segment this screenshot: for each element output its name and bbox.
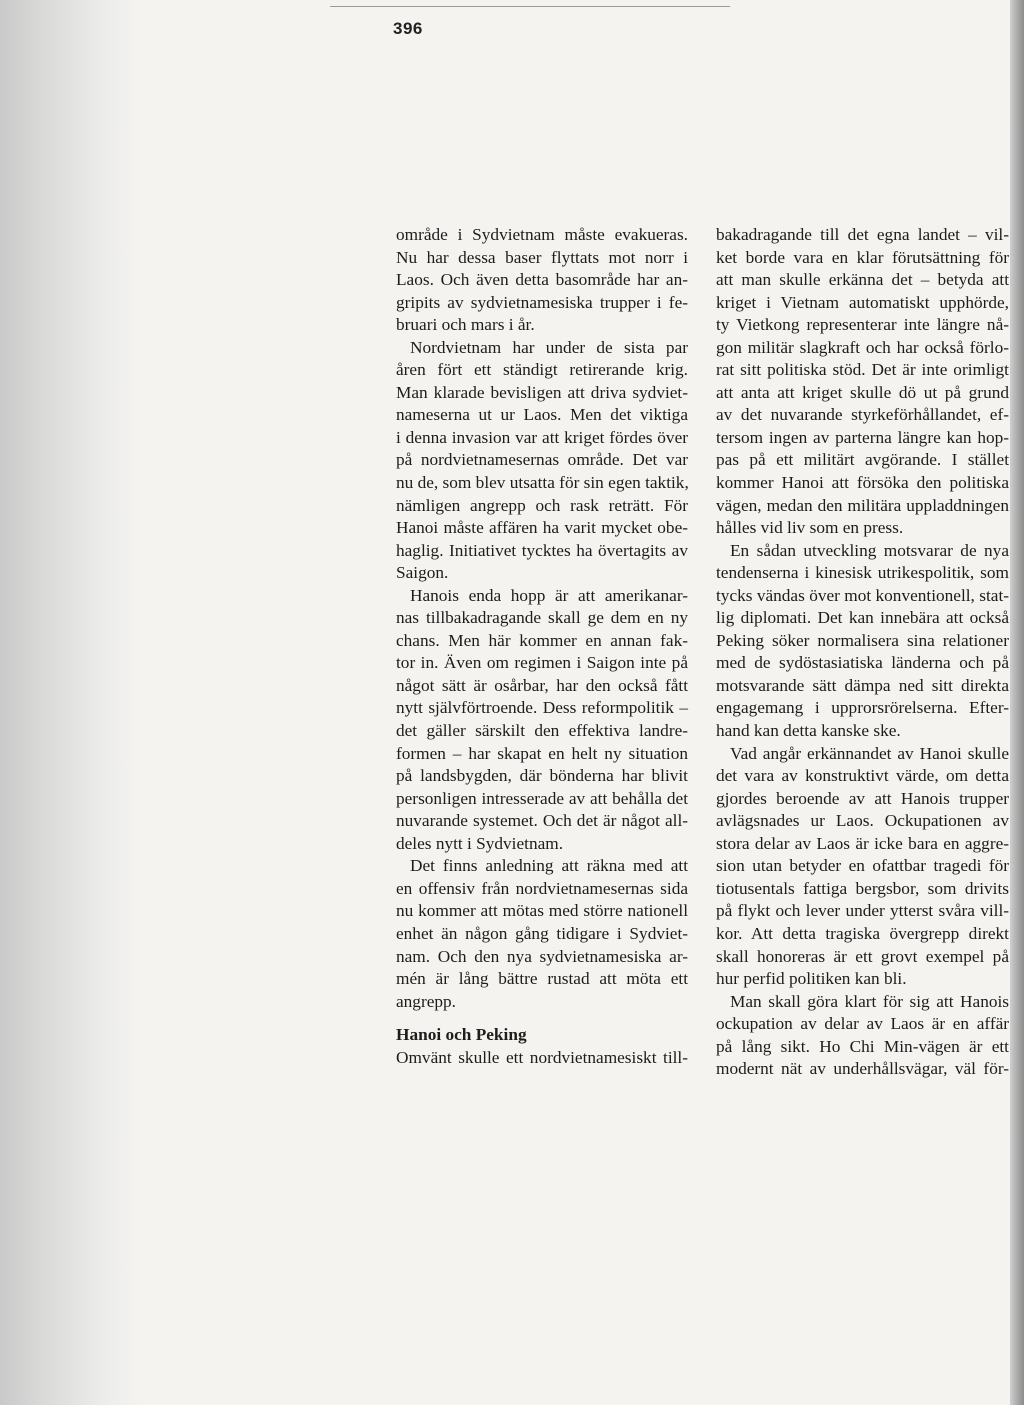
text-line: hur perfid politiken kan bli.	[716, 969, 907, 989]
text-line: stora delar av Laos är icke bara en aggre-	[716, 833, 1009, 853]
text-line: Nu har dessa baser flyttats mot norr i	[396, 247, 688, 267]
text-line: hålles vid liv som en press.	[716, 518, 904, 538]
text-line: enhet än någon gång tidigare i Sydviet-	[396, 923, 688, 943]
text-line: nas tillbakadragande skall ge dem en ny	[396, 608, 688, 628]
text-line: Omvänt skulle ett nordvietnamesiskt till-	[396, 1047, 688, 1067]
text-line: Man skall göra klart för sig att Hanois	[730, 991, 1009, 1011]
text-line: tendenserna i kinesisk utrikespolitik, som	[716, 563, 1009, 583]
text-line: kor. Att detta tragiska övergrepp direkt	[716, 923, 1009, 943]
text-line: det gäller särskilt den effektiva landre-	[396, 721, 688, 741]
text-line: bakadragande till det egna landet – vil-	[716, 225, 1009, 244]
text-line: hand kan detta kanske ske.	[716, 721, 901, 741]
text-line: formen – har skapat en helt ny situation	[396, 743, 688, 763]
text-line: med de sydöstasiatiska länderna och på	[716, 653, 1009, 673]
scan-top-rule	[330, 6, 730, 7]
text-line: att man skulle erkänna det – betyda att	[716, 270, 1009, 290]
text-line: vägen, medan den militära uppladdningen	[716, 495, 1009, 515]
text-line: något sätt är osårbar, har den också fått	[396, 675, 688, 695]
text-line: pas på ett militärt avgörande. I stället	[716, 450, 1009, 470]
text-line: av det nuvarande styrkeförhållandet, ef-	[716, 405, 1009, 425]
text-line: lig diplomati. Det kan innebära att också	[716, 608, 1009, 628]
paragraph-gap	[396, 1013, 688, 1024]
text-line: tersom ingen av parterna längre kan hop-	[716, 427, 1009, 447]
page-number: 396	[393, 19, 423, 38]
text-line: chans. Men här kommer en annan fak-	[396, 630, 688, 650]
text-line: nu kommer att mötas med större nationell	[396, 901, 688, 921]
text-line: gon militär slagkraft och har också förlo-	[716, 337, 1009, 357]
text-line: motsvarande sätt dämpa ned sitt direkta	[716, 675, 1009, 695]
text-line: gjordes beroende av att Hanois trupper	[716, 788, 1009, 808]
text-line: nytt självförtroende. Dess reformpolitik –	[396, 698, 688, 718]
text-line: kommer Hanoi att försöka den politiska	[716, 473, 1009, 493]
text-line: rat sitt politiska stöd. Det är inte orimligt	[716, 360, 1009, 380]
text-line: Nordvietnam har under de sista par	[410, 337, 688, 357]
text-line: nämligen angrepp och rask reträtt. För	[396, 495, 688, 515]
text-line: En sådan utveckling motsvarar de nya	[730, 540, 1009, 560]
text-line: ty Vietkong representerar inte längre nå-	[716, 315, 1009, 335]
text-line: Peking söker normalisera sina relationer	[716, 630, 1009, 650]
text-line: bruari och mars i år.	[396, 315, 535, 335]
text-line: nu de, som blev utsatta för sin egen taktik,	[396, 473, 689, 493]
text-line: Man klarade bevisligen att driva sydviet-	[396, 382, 688, 402]
text-line: en offensiv från nordvietnamesernas sida	[396, 878, 688, 898]
text-line: på landsbygden, där bönderna har blivit	[396, 766, 688, 786]
text-line: Hanois enda hopp är att amerikanar-	[410, 585, 688, 605]
text-line: på flykt och lever under ytterst svåra vill-	[716, 901, 1009, 921]
text-line: angrepp.	[396, 991, 456, 1011]
text-line: engagemang i upprorsrörelserna. Efter-	[716, 698, 1009, 718]
text-column-left	[396, 224, 688, 1069]
text-line: Det finns anledning att räkna med att	[410, 856, 688, 876]
text-line: tor in. Även om regimen i Saigon inte på	[396, 653, 688, 673]
text-line: kriget i Vietnam automatiskt upphörde,	[716, 292, 1009, 312]
text-line: åren fört ett ständigt retirerande krig.	[396, 360, 688, 380]
text-line: att anta att kriget skulle dö ut på grund	[716, 382, 1009, 402]
text-line: tiotusentals fattiga bergsbor, som drivits	[716, 878, 1009, 898]
text-line: på nordvietnamesernas område. Det var	[396, 450, 688, 470]
text-line: Laos. Och även detta basområde har an-	[396, 270, 688, 290]
text-line: avlägsnades ur Laos. Ockupationen av	[716, 811, 1009, 831]
text-line: personligen intresserade av att behålla det	[396, 788, 688, 808]
text-line: i denna invasion var att kriget fördes över	[396, 427, 688, 447]
text-line: tycks vändas över mot konventionell, stat-	[716, 585, 1009, 605]
text-line: Hanoi måste affären ha varit mycket obe-	[396, 518, 688, 538]
text-line: ket borde vara en klar förutsättning för	[716, 247, 1009, 267]
text-line: det vara av konstruktivt värde, om detta	[716, 766, 1009, 786]
text-line: haglig. Initiativet tycktes ha övertagits av	[396, 540, 688, 560]
text-line: deles nytt i Sydvietnam.	[396, 833, 564, 853]
text-line: modernt nät av underhållsvägar, väl för-	[716, 1059, 1009, 1079]
section-heading: Hanoi och Peking	[396, 1025, 527, 1045]
text-line: nam. Och den nya sydvietnamesiska ar-	[396, 946, 688, 966]
text-line: nameserna ut ur Laos. Men det viktiga	[396, 405, 688, 425]
text-line: nuvarande systemet. Och det är något all-	[396, 811, 688, 831]
text-line: sion utan betyder en ofattbar tragedi för	[716, 856, 1009, 876]
scan-edge-right	[1010, 0, 1024, 1405]
text-line: på lång sikt. Ho Chi Min-vägen är ett	[716, 1036, 1009, 1056]
text-line: skall honoreras är ett grovt exempel på	[716, 946, 1009, 966]
text-line: gripits av sydvietnamesiska trupper i fe-	[396, 292, 688, 312]
scan-shadow-left	[0, 0, 140, 1405]
text-line: ockupation av delar av Laos är en affär	[716, 1014, 1009, 1034]
text-line: Saigon.	[396, 563, 449, 583]
text-line: område i Sydvietnam måste evakueras.	[396, 225, 688, 244]
text-line: Vad angår erkännandet av Hanoi skulle	[730, 743, 1009, 763]
text-column-right	[716, 224, 1009, 1081]
text-line: mén är lång bättre rustad att möta ett	[396, 969, 688, 989]
